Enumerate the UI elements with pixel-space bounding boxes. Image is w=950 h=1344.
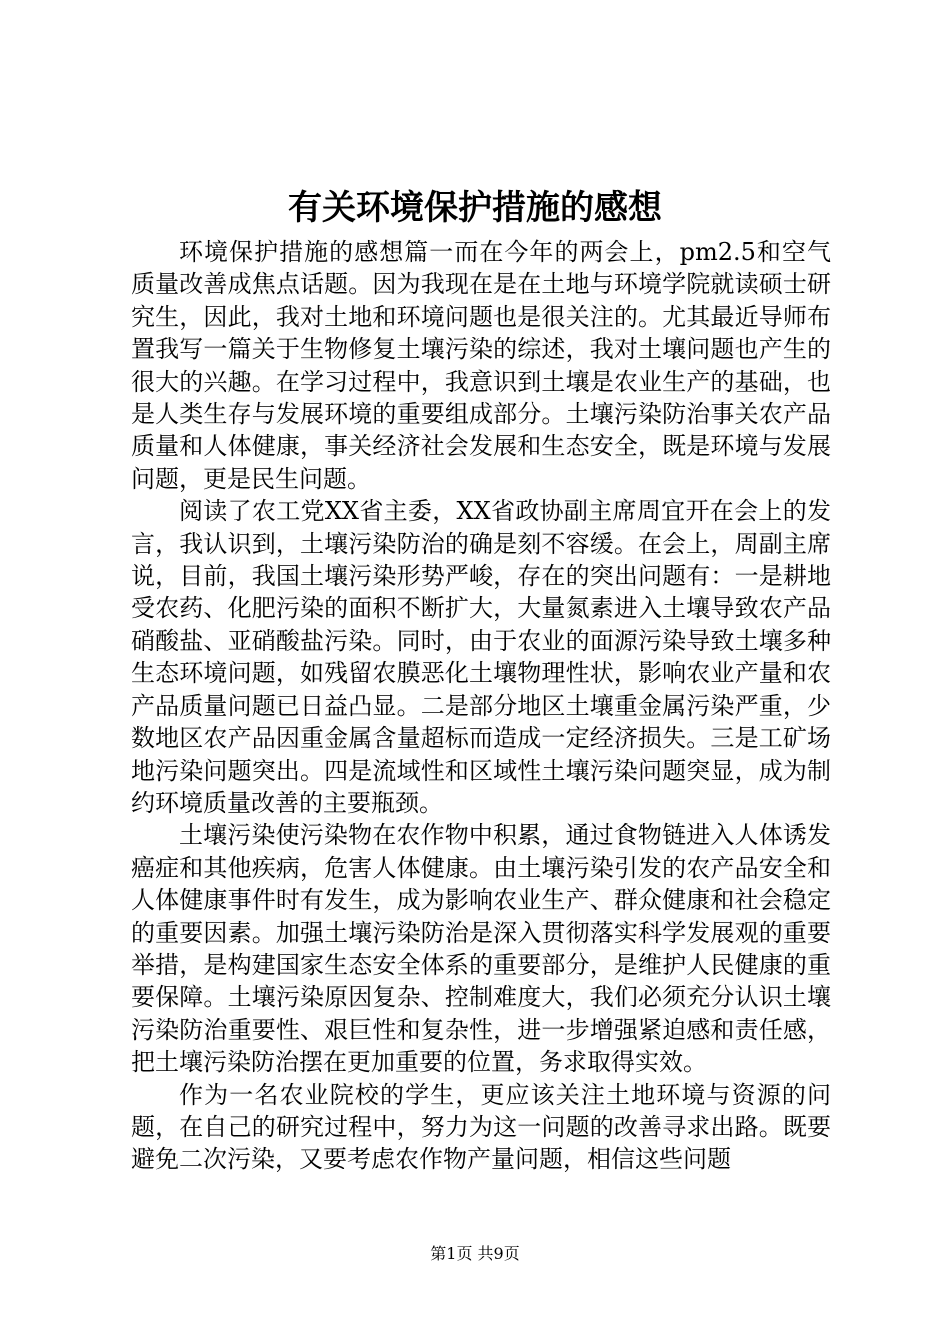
paragraph-4: 作为一名农业院校的学生，更应该关注土地环境与资源的问题，在自己的研究过程中，努力为这一问题的改善寻求出路。既要避免二次污染，又要考虑农作物产量问题，相信这些问题 xyxy=(131,1080,831,1174)
document-body xyxy=(131,236,831,1176)
paragraph-3: 土壤污染使污染物在农作物中积累，通过食物链进入人体诱发癌症和其他疾病，危害人体健康。由土壤污染引发的农产品安全和人体健康事件时有发生，成为影响农业生产、群众健康和社会稳定的重要因素。加强土壤污染防治是深入贯彻落实科学发展观的重要举措，是构建国家生态安全体系的重要部分，是维护人民健康的重要保障。土壤污染原因复杂、控制难度大，我们必须充分认识土壤污染防治重要性、艰巨性和复杂性，进一步增强紧迫感和责任感，把土壤污染防治摆在更加重要的位置，务求取得实效。 xyxy=(131,821,831,1077)
page-number-footer: 第1页 共9页 xyxy=(430,1244,520,1263)
paragraph-2: 阅读了农工党XX省主委，XX省政协副主席周宜开在会上的发言，我认识到，土壤污染防治的确是刻不容缓。在会上，周副主席说，目前，我国土壤污染形势严峻，存在的突出问题有：一是耕地受农药、化肥污染的面积不断扩大，大量氮素进入土壤导致农产品硝酸盐、亚硝酸盐污染。同时，由于农业的面源污染导致土壤多种生态环境问题，如残留农膜恶化土壤物理性状，影响农业产量和农产品质量问题已日益凸显。二是部分地区土壤重金属污染严重，少数地区农产品因重金属含量超标而造成一定经济损失。三是工矿场地污染问题突出。四是流域性和区域性土壤污染问题突显，成为制约环境质量改善的主要瓶颈。 xyxy=(131,497,831,817)
document-title: 有关环境保护措施的感想 xyxy=(288,188,662,228)
paragraph-1: 环境保护措施的感想篇一而在今年的两会上，pm2.5和空气质量改善成焦点话题。因为我现在是在土地与环境学院就读硕士研究生，因此，我对土地和环境问题也是很关注的。尤其最近导师布置我写一篇关于生物修复土壤污染的综述，我对土壤问题也产生的很大的兴趣。在学习过程中，我意识到土壤是农业生产的基础，也是人类生存与发展环境的重要组成部分。土壤污染防治事关农产品质量和人体健康，事关经济社会发展和生态安全，既是环境与发展问题，更是民生问题。 xyxy=(131,238,831,493)
